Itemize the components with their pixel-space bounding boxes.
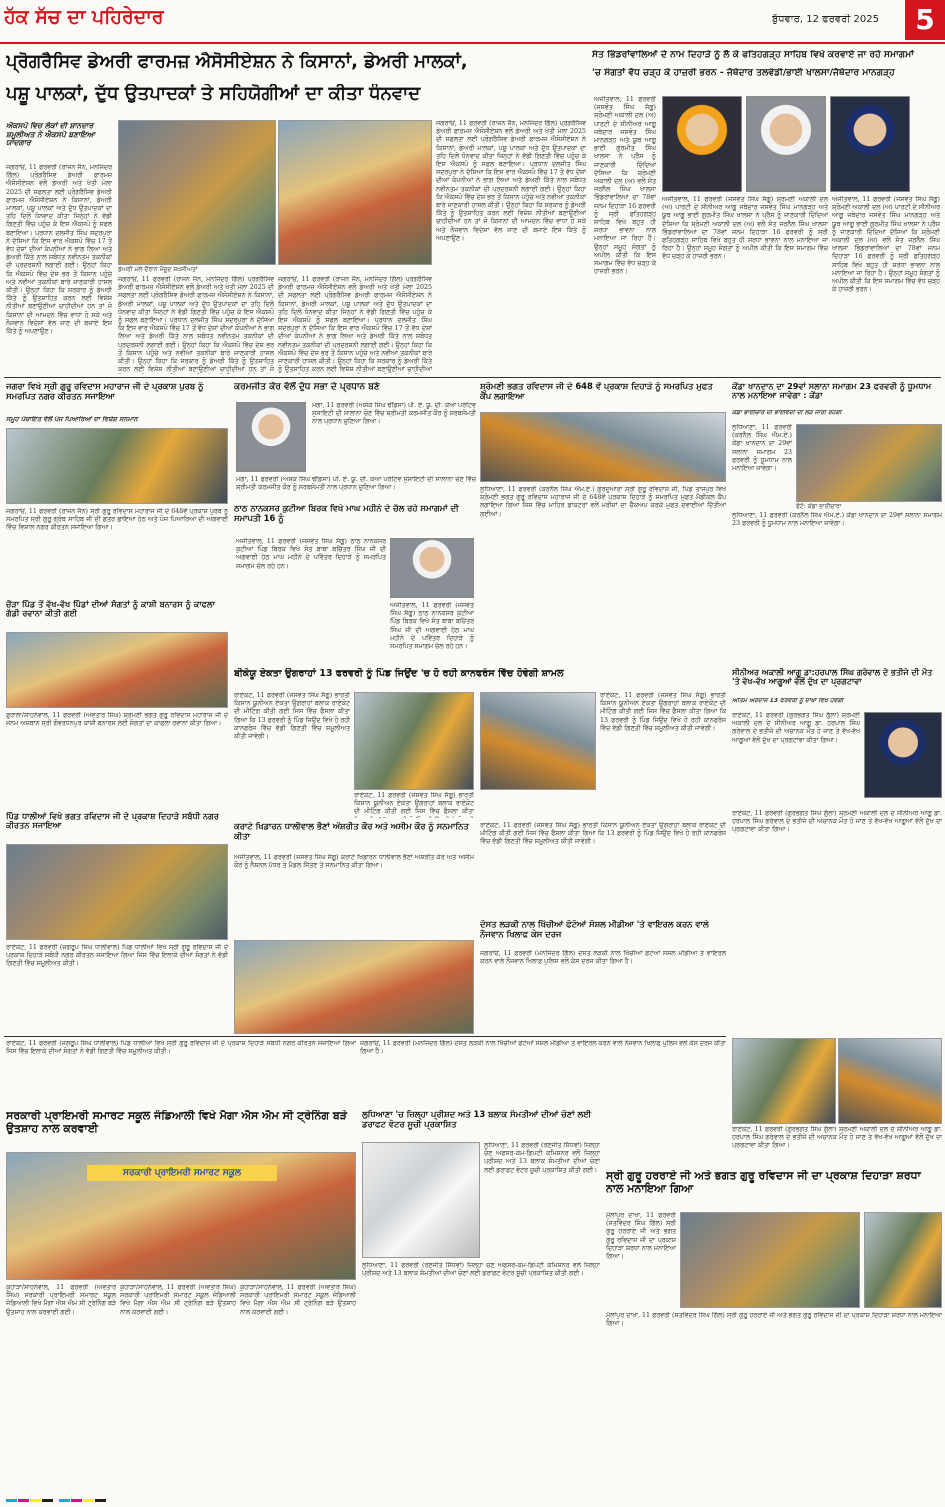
baba-portrait — [390, 538, 474, 598]
harrai-headline: ਸ੍ਰੀ ਗੁਰੂ ਹਰਰਾਏ ਜੀ ਅਤੇ ਭਗਤ ਗੁਰੂ ਰਵਿਦਾਸ ਜੀ ਦਾ ਪ੍ਰਕਾਸ਼ ਦਿਹਾੜਾ ਸ਼ਰਧਾ ਨਾਲ ਮਨਾਇਆ ਗਿਆ — [606, 1170, 921, 1195]
kendra-headline: ਕੇਂਡਾ ਖਾਨਦਾਨ ਦਾ 29ਵਾਂ ਸਲਾਨਾ ਸਮਾਗਮ 23 ਫਰਵਰੀ ਨੂੰ ਧੂਮਧਾਮ ਨਾਲ ਮਨਾਇਆ ਜਾਵੇਗਾ : ਕੇਂਡਾ — [732, 382, 932, 401]
kendra-photo-caption: ਫੋਟੋ: ਕੇਂਡਾ ਭਾਈਚਾਰਾ — [796, 503, 842, 510]
jagraon-kicker: ਸਮੂਹ ਪੰਚਾਇਤ ਵੱਲੋਂ ਪੰਜ ਪਿਆਰਿਆਂ ਦਾ ਵਿਸ਼ੇਸ਼ ਸਨਮਾਨ — [6, 416, 138, 423]
lead-body: ਜਗਰਾਓਂ, 11 ਫਰਵਰੀ (ਰਾਜਨ ਜੈਨ, ਮਨਜਿੰਦਰ ਗਿੱਲ) ਪ੍ਰੋਗਰੈਸਿਵ ਡੇਅਰੀ ਫਾਰਮਜ਼ ਐਸੋਸੀਏਸ਼ਨ ਵਲੋਂ ਡੇਅਰੀ ਅਤੇ ਖੇਤੀ ਮੇਲਾ 2025 ਦੀ ਸਫਲਤਾ ਲਈ ਪ੍ਰੋਗਰੈਸਿਵ ਡੇਅਰੀ ਫਾਰਮਜ਼ ਐਸੋਸੀਏਸ਼ਨ ਨੇ ਕਿਸਾਨਾਂ, ਡੇਅਰੀ ਮਾਲਕਾਂ, ਪਸ਼ੂ ਪਾਲਕਾਂ ਅਤੇ ਦੁੱਧ ਉਤਪਾਦਕਾਂ ਦਾ ਤਹਿ ਦਿਲੋਂ ਧੰਨਵਾਦ ਕੀਤਾ ਜਿਨ੍ਹਾਂ ਨੇ ਵੱਡੀ ਗਿਣਤੀ ਵਿੱਚ ਪਹੁੰਚ ਕੇ ਇਸ ਐਕਸਪੋ ਨੂੰ ਸਫਲ ਬਣਾਇਆ। ਪ੍ਰਧਾਨ ਦਲਜੀਤ ਸਿੰਘ ਸਦਰਪੁਰਾ ਨੇ ਦੱਸਿਆ ਕਿ ਇਸ ਵਾਰ ਐਕਸਪੋ ਵਿੱਚ 17 ਤੋਂ ਵੱਧ ਦੇਸ਼ਾਂ ਦੀਆਂ ਕੰਪਨੀਆਂ ਨੇ ਭਾਗ ਲਿਆ ਅਤੇ ਡੇਅਰੀ ਕਿੱਤੇ ਨਾਲ ਸਬੰਧਤ ਨਵੀਨਤਮ ਤਕਨੀਕਾਂ ਦੀ ਪ੍ਰਦਰਸ਼ਨੀ ਲਗਾਈ ਗਈ। ਉਨ੍ਹਾਂ ਕਿਹਾ ਕਿ ਐਕਸਪੋ ਵਿੱਚ ਦੇਸ਼ ਭਰ ਤੋਂ ਕਿਸਾਨ ਪਹੁੰਚੇ ਅਤੇ ਨਵੀਆਂ ਤਕਨੀਕਾਂ ਬਾਰੇ ਜਾਣਕਾਰੀ ਹਾਸਲ ਕੀਤੀ। ਉਨ੍ਹਾਂ ਕਿਹਾ ਕਿ ਸਰਕਾਰ ਨੂੰ ਡੇਅਰੀ ਕਿੱਤੇ ਨੂੰ ਉਤਸ਼ਾਹਿਤ ਕਰਨ ਲਈ ਵਿਸ਼ੇਸ਼ ਨੀਤੀਆਂ ਬਣਾਉਣੀਆਂ ਚਾਹੀਦੀਆਂ ਹਨ ਤਾਂ ਜੋ ਕਿਸਾਨਾਂ ਦੀ ਆਮਦਨ ਵਿੱਚ ਵਾਧਾ ਹੋ ਸਕੇ ਅਤੇ ਨੌਜਵਾਨ ਵਿਦੇਸ਼ਾਂ ਵੱਲ ਜਾਣ ਦੀ ਬਜਾਏ ਇਸ ਕਿੱਤੇ ਨੂੰ ਅਪਣਾਉਣ। — [6, 164, 112, 336]
honor-headline: ਕਰਾਟੇ ਖਿਡਾਰਨ ਧਾਲੀਵਾਲ ਭੈਣਾਂ ਅੰਸ਼ਰੀਤ ਕੌਰ ਅਤੇ ਅਸੀਮ ਕੌਰ ਨੂੰ ਸਨਮਾਨਿਤ ਕੀਤਾ — [234, 822, 469, 841]
dhaliwal-body-cont: ਰਾਏਕੋਟ, 11 ਫਰਵਰੀ (ਜਗਰੂਪ ਸਿੰਘ ਧਾਲੀਵਾਲ) ਪਿੰਡ ਧਾਲੀਆਂ ਵਿਖੇ ਸ੍ਰੀ ਗੁਰੂ ਰਵਿਦਾਸ ਜੀ ਦੇ ਪ੍ਰਕਾਸ਼ ਦਿਹਾੜੇ ਸਬੰਧੀ ਨਗਰ ਕੀਰਤਨ ਸਜਾਇਆ ਗਿਆ ਜਿਸ ਵਿੱਚ ਇਲਾਕੇ ਦੀਆਂ ਸੰਗਤਾਂ ਨੇ ਵੱਡੀ ਗਿਣਤੀ ਵਿੱਚ ਸ਼ਮੂਲੀਅਤ ਕੀਤੀ। — [6, 1040, 356, 1056]
voters-headline: ਲੁਧਿਆਣਾ 'ਚ ਜ਼ਿਲ੍ਹਾ ਪ੍ਰੀਸ਼ਦ ਅਤੇ 13 ਬਲਾਕ ਸੰਮਤੀਆਂ ਦੀਆਂ ਚੋਣਾਂ ਲਈ ਡਰਾਫਟ ਵੋਟਰ ਸੂਚੀ ਪ੍ਰਕਾਸ਼ਿਤ — [362, 1110, 591, 1129]
jagraon-headline: ਜਗਰਾ ਵਿਖੇ ਸ੍ਰੀ ਗੁਰੂ ਰਵਿਦਾਸ ਮਹਾਰਾਜ ਜੀ ਦੇ ਪ੍ਰਕਾਸ਼ ਪੁਰਬ ਨੂੰ ਸਮਰਪਿਤ ਨਗਰ ਕੀਰਤਨ ਸਜਾਇਆ — [6, 382, 204, 401]
school-body-right: ਕੁਹਾੜਾ/ਸਾਹਨੇਵਾਲ, 11 ਫਰਵਰੀ (ਅਵਤਾਰ ਸਿੰਘ) ਸਰਕਾਰੀ ਪ੍ਰਾਇਮਰੀ ਸਮਾਰਟ ਸਕੂਲ ਜੰਡਿਆਲੀ ਵਿਖੇ ਮੈਗਾ ਐਸ ਐਮ ਸੀ ਟ੍ਰੇਨਿੰਗ ਬੜੇ ਉਤਸ਼ਾਹ ਨਾਲ ਕਰਵਾਈ ਗਈ। — [240, 1284, 356, 1316]
school-banner: ਸਰਕਾਰੀ ਪ੍ਰਾਇਮਰੀ ਸਮਾਰਟ ਸਕੂਲ — [87, 1165, 277, 1181]
dhaliwal-body: ਰਾਏਕੋਟ, 11 ਫਰਵਰੀ (ਜਗਰੂਪ ਸਿੰਘ ਧਾਲੀਵਾਲ) ਪਿੰਡ ਧਾਲੀਆਂ ਵਿਖੇ ਸ੍ਰੀ ਗੁਰੂ ਰਵਿਦਾਸ ਜੀ ਦੇ ਪ੍ਰਕਾਸ਼ ਦਿਹਾੜੇ ਸਬੰਧੀ ਨਗਰ ਕੀਰਤਨ ਸਜਾਇਆ ਗਿਆ ਜਿਸ ਵਿੱਚ ਇਲਾਕੇ ਦੀਆਂ ਸੰਗਤਾਂ ਨੇ ਵੱਡੀ ਗਿਣਤੀ ਵਿੱਚ ਸ਼ਮੂਲੀਅਤ ਕੀਤੀ। — [6, 944, 228, 968]
masthead-title: ਹੱਕ ਸੱਚ ਦਾ ਪਹਿਰੇਦਾਰ — [4, 6, 164, 28]
lead-kicker: ਐਕਸਪੋ ਵਿਚ ਲੋਕਾਂ ਦੀ ਸ਼ਾਨਦਾਰ ਸ਼ਮੂਲੀਅਤ ਨੇ ਐਕਸਪੋ ਬਣਾਇਆ ਯਾਦਗਾਰ — [6, 122, 95, 148]
jagraon-body: ਜਗਰਾਓਂ, 11 ਫਰਵਰੀ (ਰਾਜਨ ਜੈਨ) ਸ੍ਰੀ ਗੁਰੂ ਰਵਿਦਾਸ ਮਹਾਰਾਜ ਜੀ ਦੇ 648ਵੇਂ ਪ੍ਰਕਾਸ਼ ਪੁਰਬ ਨੂੰ ਸਮਰਪਿਤ ਸ੍ਰੀ ਗੁਰੂ ਗ੍ਰੰਥ ਸਾਹਿਬ ਜੀ ਦੀ ਛਤਰ ਛਾਇਆ ਹੇਠ ਅਤੇ ਪੰਜ ਪਿਆਰਿਆਂ ਦੀ ਅਗਵਾਈ ਵਿੱਚ ਵਿਸ਼ਾਲ ਨਗਰ ਕੀਰਤਨ ਸਜਾਇਆ ਗਿਆ। — [6, 508, 228, 532]
print-color-bar — [6, 1492, 939, 1502]
akali-headline: ਸੀਨੀਅਰ ਅਕਾਲੀ ਆਗੂ ਡਾ:ਹਰਪਾਲ ਸਿੰਘ ਗਰੇਵਾਲ ਦੇ ਭਤੀਜੇ ਦੀ ਮੌਤ 'ਤੇ ਵੱਖ-ਵੱਖ ਆਗੂਆਂ ਵੱਲੋਂ ਦੁੱਖ ਦਾ ਪ੍ਰਗਟਾਵਾ — [732, 668, 933, 687]
photo-case-body: ਜਗਰਾਓਂ, 11 ਫਰਵਰੀ (ਮਨਜਿੰਦਰ ਗਿੱਲ) ਦੋਸਤ ਲੜਕੀ ਨਾਲ ਖਿੱਚੀਆਂ ਫੋਟੋਆਂ ਸੋਸ਼ਲ ਮੀਡੀਆ ਤੇ ਵਾਇਰਲ ਕਰਨ ਵਾਲੇ ਨੌਜਵਾਨ ਖਿਲਾਫ ਪੁਲਿਸ ਵਲੋਂ ਕੇਸ ਦਰਜ ਕੀਤਾ ਗਿਆ ਹੈ। — [480, 950, 726, 966]
honor-photo — [234, 940, 474, 1034]
right-top-headline-2: 'ਚ ਸੰਗਤਾਂ ਵੱਧ ਚੜ੍ਹ ਕੇ ਹਾਜ਼ਰੀ ਭਰਨ - ਜੱਥੇਦਾਰ ਤਲਵੰਡੀ/ਭਾਈ ਖਾਲਸਾ/ਜੱਥੇਦਾਰ ਮਾਨਗੜ੍ਹ — [592, 68, 895, 78]
karamjit-kaur-photo — [236, 402, 306, 472]
bku-body: ਰਾਏਕੋਟ, 11 ਫਰਵਰੀ (ਜਸਵੰਤ ਸਿੰਘ ਸੱਗੂ) ਭਾਰਤੀ ਕਿਸਾਨ ਯੂਨੀਅਨ ਏਕਤਾ ਉਗਰਾਹਾਂ ਬਲਾਕ ਰਾਏਕੋਟ ਦੀ ਮੀਟਿੰਗ ਕੀਤੀ ਗਈ ਜਿਸ ਵਿੱਚ ਫੈਸਲਾ ਕੀਤਾ ਗਿਆ ਕਿ 13 ਫਰਵਰੀ ਨੂੰ ਪਿੰਡ ਜਿਉਂਦ ਵਿਖੇ ਹੋ ਰਹੀ ਕਾਨਫਰੰਸ ਵਿੱਚ ਵੱਡੀ ਗਿਣਤੀ ਵਿੱਚ ਸ਼ਮੂਲੀਅਤ ਕੀਤੀ ਜਾਵੇਗੀ। — [234, 692, 350, 741]
lead-body-col-3: ਜਗਰਾਓਂ, 11 ਫਰਵਰੀ (ਰਾਜਨ ਜੈਨ, ਮਨਜਿੰਦਰ ਗਿੱਲ) ਪ੍ਰੋਗਰੈਸਿਵ ਡੇਅਰੀ ਫਾਰਮਜ਼ ਐਸੋਸੀਏਸ਼ਨ ਵਲੋਂ ਡੇਅਰੀ ਅਤੇ ਖੇਤੀ ਮੇਲਾ 2025 ਦੀ ਸਫਲਤਾ ਲਈ ਪ੍ਰੋਗਰੈਸਿਵ ਡੇਅਰੀ ਫਾਰਮਜ਼ ਐਸੋਸੀਏਸ਼ਨ ਨੇ ਕਿਸਾਨਾਂ, ਡੇਅਰੀ ਮਾਲਕਾਂ, ਪਸ਼ੂ ਪਾਲਕਾਂ ਅਤੇ ਦੁੱਧ ਉਤਪਾਦਕਾਂ ਦਾ ਤਹਿ ਦਿਲੋਂ ਧੰਨਵਾਦ ਕੀਤਾ ਜਿਨ੍ਹਾਂ ਨੇ ਵੱਡੀ ਗਿਣਤੀ ਵਿੱਚ ਪਹੁੰਚ ਕੇ ਇਸ ਐਕਸਪੋ ਨੂੰ ਸਫਲ ਬਣਾਇਆ। ਪ੍ਰਧਾਨ ਦਲਜੀਤ ਸਿੰਘ ਸਦਰਪੁਰਾ ਨੇ ਦੱਸਿਆ ਕਿ ਇਸ ਵਾਰ ਐਕਸਪੋ ਵਿੱਚ 17 ਤੋਂ ਵੱਧ ਦੇਸ਼ਾਂ ਦੀਆਂ ਕੰਪਨੀਆਂ ਨੇ ਭਾਗ ਲਿਆ ਅਤੇ ਡੇਅਰੀ ਕਿੱਤੇ ਨਾਲ ਸਬੰਧਤ ਨਵੀਨਤਮ ਤਕਨੀਕਾਂ ਦੀ ਪ੍ਰਦਰਸ਼ਨੀ ਲਗਾਈ ਗਈ। ਉਨ੍ਹਾਂ ਕਿਹਾ ਕਿ ਐਕਸਪੋ ਵਿੱਚ ਦੇਸ਼ ਭਰ ਤੋਂ ਕਿਸਾਨ ਪਹੁੰਚੇ ਅਤੇ ਨਵੀਆਂ ਤਕਨੀਕਾਂ ਬਾਰੇ ਜਾਣਕਾਰੀ ਹਾਸਲ ਕੀਤੀ। ਉਨ੍ਹਾਂ ਕਿਹਾ ਕਿ ਸਰਕਾਰ ਨੂੰ ਡੇਅਰੀ ਕਿੱਤੇ ਨੂੰ ਉਤਸ਼ਾਹਿਤ ਕਰਨ ਲਈ ਵਿਸ਼ੇਸ਼ ਨੀਤੀਆਂ ਬਣਾਉਣੀਆਂ ਚਾਹੀਦੀਆਂ ਹਨ ਤਾਂ ਜੋ ਕਿਸਾਨਾਂ ਦੀ ਆਮਦਨ ਵਿੱਚ ਵਾਧਾ ਹੋ ਸਕੇ ਅਤੇ ਨੌਜਵਾਨ ਵਿਦੇਸ਼ਾਂ ਵੱਲ ਜਾਣ ਦੀ ਬਜਾਏ ਇਸ ਕਿੱਤੇ ਨੂੰ ਅਪਣਾਉਣ। — [436, 120, 586, 242]
dairy-expo-stage-photo — [278, 120, 432, 265]
lead-headline-1: ਪ੍ਰੋਗਰੈਸਿਵ ਡੇਅਰੀ ਫਾਰਮਜ਼ ਐਸੋਸੀਏਸ਼ਨ ਨੇ ਕਿਸਾਨਾਂ, ਡੇਅਰੀ ਮਾਲਕਾਂ, — [6, 52, 468, 72]
voters-body-cont: ਲੁਧਿਆਣਾ, 11 ਫਰਵਰੀ (ਰਣਜੀਤ ਸਿੱਧਵਾਂ) ਜ਼ਿਲ੍ਹਾ ਚੋਣ ਅਫਸਰ-ਕਮ-ਡਿਪਟੀ ਕਮਿਸ਼ਨਰ ਵਲੋਂ ਜ਼ਿਲ੍ਹਾ ਪ੍ਰੀਸ਼ਦ ਅਤੇ 13 ਬਲਾਕ ਸੰਮਤੀਆਂ ਦੀਆਂ ਚੋਣਾਂ ਲਈ ਡਰਾਫਟ ਵੋਟਰ ਸੂਚੀ ਪ੍ਰਕਾਸ਼ਿਤ ਕੀਤੀ ਗਈ। — [362, 1262, 600, 1278]
divider-row-1 — [4, 377, 941, 378]
kendra-body: ਲੁਧਿਆਣਾ, 11 ਫਰਵਰੀ (ਕਰਨੈਲ ਸਿੰਘ ਐਮ.ਏ.) ਕੇਂਡਾ ਖਾਨਦਾਨ ਦਾ 29ਵਾਂ ਸਲਾਨਾ ਸਮਾਗਮ 23 ਫਰਵਰੀ ਨੂੰ ਧੂਮਧਾਮ ਨਾਲ ਮਨਾਇਆ ਜਾਵੇਗਾ। — [732, 424, 792, 473]
akali-body: ਰਾਏਕੋਟ, 11 ਫਰਵਰੀ (ਗੁਰਭਗਤ ਸਿੰਘ ਗੁੱਲਾ) ਸ਼੍ਰੋਮਣੀ ਅਕਾਲੀ ਦਲ ਦੇ ਸੀਨੀਅਰ ਆਗੂ ਡਾ. ਹਰਪਾਲ ਸਿੰਘ ਗਰੇਵਾਲ ਦੇ ਭਤੀਜੇ ਦੀ ਅਚਾਨਕ ਮੌਤ ਹੋ ਜਾਣ ਤੇ ਵੱਖ-ਵੱਖ ਆਗੂਆਂ ਵੱਲੋਂ ਦੁੱਖ ਦਾ ਪ੍ਰਗਟਾਵਾ ਕੀਤਾ ਗਿਆ। — [732, 712, 860, 744]
bku-body-mid: ਰਾਏਕੋਟ, 11 ਫਰਵਰੀ (ਜਸਵੰਤ ਸਿੰਘ ਸੱਗੂ) ਭਾਰਤੀ ਕਿਸਾਨ ਯੂਨੀਅਨ ਏਕਤਾ ਉਗਰਾਹਾਂ ਬਲਾਕ ਰਾਏਕੋਟ ਦੀ ਮੀਟਿੰਗ ਕੀਤੀ ਗਈ ਜਿਸ ਵਿੱਚ ਫੈਸਲਾ ਕੀਤਾ — [354, 792, 474, 816]
akali-meeting-photo-1 — [732, 1038, 836, 1124]
kutiya-body: ਅਜੀਤਵਾਲ, 11 ਫਰਵਰੀ (ਜਸਵੰਤ ਸਿੰਘ ਸੱਗੂ) ਠਾਠ ਨਾਨਕਸਰ ਕੁਟੀਆ ਪਿੰਡ ਬਿਰਕ ਵਿਖੇ ਸੰਤ ਬਾਬਾ ਬਚਿੱਤਰ ਸਿੰਘ ਜੀ ਦੀ ਅਗਵਾਈ ਹੇਠ ਮਾਘ ਮਹੀਨੇ ਦੇ ਪਵਿੱਤਰ ਦਿਹਾੜੇ ਨੂੰ ਸਮਰਪਿਤ ਸਮਾਗਮ ਚੱਲ ਰਹੇ ਹਨ। — [236, 538, 386, 570]
harrai-body: ਮੁੱਲਾਂਪੁਰ ਦਾਖਾ, 11 ਫਰਵਰੀ (ਸਤਵਿੰਦਰ ਸਿੰਘ ਗਿੱਲ) ਸ੍ਰੀ ਗੁਰੂ ਹਰਰਾਏ ਜੀ ਅਤੇ ਭਗਤ ਗੁਰੂ ਰਵਿਦਾਸ ਜੀ ਦਾ ਪ੍ਰਕਾਸ਼ ਦਿਹਾੜਾ ਸ਼ਰਧਾ ਨਾਲ ਮਨਾਇਆ ਗਿਆ। — [606, 1212, 676, 1261]
harrai-group-photo-1 — [680, 1212, 860, 1308]
dairy-story-body-cont: ਮੋਗਾ, 11 ਫਰਵਰੀ (ਅਸ਼ੋਕ ਸਿੰਘ ਢੀਂਡਸਾ) ਪੀ. ਏ. ਯੂ. ਦੀ. ਕੋਆ ਪਰੇਟਿਵ ਸੁਸਾਇਟੀ ਦੀ ਸਾਲਾਨਾ ਚੋਣ ਵਿੱਚ ਸ਼੍ਰੀਮਤੀ ਕਰਮਜੀਤ ਕੌਰ ਨੂੰ ਸਰਬਸੰਮਤੀ ਨਾਲ ਪ੍ਰਧਾਨ ਚੁਣਿਆ ਗਿਆ। — [236, 476, 476, 492]
bku-body-cont: ਰਾਏਕੋਟ, 11 ਫਰਵਰੀ (ਜਸਵੰਤ ਸਿੰਘ ਸੱਗੂ) ਭਾਰਤੀ ਕਿਸਾਨ ਯੂਨੀਅਨ ਏਕਤਾ ਉਗਰਾਹਾਂ ਬਲਾਕ ਰਾਏਕੋਟ ਦੀ ਮੀਟਿੰਗ ਕੀਤੀ ਗਈ ਜਿਸ ਵਿੱਚ ਫੈਸਲਾ ਕੀਤਾ ਗਿਆ ਕਿ 13 ਫਰਵਰੀ ਨੂੰ ਪਿੰਡ ਜਿਉਂਦ ਵਿਖੇ ਹੋ ਰਹੀ ਕਾਨਫਰੰਸ ਵਿੱਚ ਵੱਡੀ ਗਿਣਤੀ ਵਿੱਚ ਸ਼ਮੂਲੀਅਤ ਕੀਤੀ ਜਾਵੇਗੀ। — [480, 822, 726, 846]
school-headline: ਸਰਕਾਰੀ ਪ੍ਰਾਇਮਰੀ ਸਮਾਰਟ ਸਕੂਲ ਜੰਡਿਆਲੀ ਵਿਖੇ ਮੈਗਾ ਐਸ ਐਮ ਸੀ ਟ੍ਰੇਨਿੰਗ ਬੜੇ ਉਤਸ਼ਾਹ ਨਾਲ ਕਰਵਾਈ — [6, 1110, 347, 1135]
right-top-body-mid: ਅਜੀਤਵਾਲ, 11 ਫਰਵਰੀ (ਜਸਵੰਤ ਸਿੰਘ ਸੱਗੂ) ਸ਼੍ਰੋਮਣੀ ਅਕਾਲੀ ਦਲ (ਅ) ਪਾਰਟੀ ਦੇ ਸੀਨੀਅਰ ਆਗੂ ਜਥੇਦਾਰ ਜਸਵੰਤ ਸਿੰਘ ਮਾਨਗੜ੍ਹ ਅਤੇ ਯੂਥ ਆਗੂ ਭਾਈ ਗੁਰਮੀਤ ਸਿੰਘ ਖਾਲਸਾ ਨੇ ਪ੍ਰੈਸ ਨੂੰ ਜਾਣਕਾਰੀ ਦਿੰਦਿਆਂ ਦੱਸਿਆ ਕਿ ਸ਼੍ਰੋਮਣੀ ਅਕਾਲੀ ਦਲ (ਅ) ਵਲੋਂ ਸੰਤ ਜਰਨੈਲ ਸਿੰਘ ਖਾਲਸਾ ਭਿੰਡਰਾਂਵਾਲਿਆਂ ਦਾ 78ਵਾਂ ਜਨਮ ਦਿਹਾੜਾ 16 ਫਰਵਰੀ ਨੂੰ ਸ੍ਰੀ ਫਤਿਹਗੜ੍ਹ ਸਾਹਿਬ ਵਿਖੇ ਬਹੁਤ ਹੀ ਸ਼ਰਧਾ ਭਾਵਨਾ ਨਾਲ ਮਨਾਇਆ ਜਾ ਰਿਹਾ ਹੈ। ਉਨ੍ਹਾਂ ਸਮੂਹ ਸੰਗਤਾਂ ਨੂੰ ਅਪੀਲ ਕੀਤੀ ਕਿ ਇਸ ਸਮਾਗਮ ਵਿੱਚ ਵੱਧ ਚੜ੍ਹ ਕੇ ਹਾਜ਼ਰੀ ਭਰਨ। — [662, 196, 828, 261]
dairy-group-photo — [118, 120, 276, 265]
kendra-kicker: ਕੇਂਡਾ ਭਾਈਚਾਰੇ ਦੀ ਭਾਈਵੰਦੀ ਦੀ ਲੋੜ ਜਾਰੀ ਰਹੇਗੀ — [732, 410, 842, 416]
issue-date: ਬੁੱਧਵਾਰ, 12 ਫਰਵਰੀ 2025 — [772, 14, 879, 25]
photo-case-body-cont: ਜਗਰਾਓਂ, 11 ਫਰਵਰੀ (ਮਨਜਿੰਦਰ ਗਿੱਲ) ਦੋਸਤ ਲੜਕੀ ਨਾਲ ਖਿੱਚੀਆਂ ਫੋਟੋਆਂ ਸੋਸ਼ਲ ਮੀਡੀਆ ਤੇ ਵਾਇਰਲ ਕਰਨ ਵਾਲੇ ਨੌਜਵਾਨ ਖਿਲਾਫ ਪੁਲਿਸ ਵਲੋਂ ਕੇਸ ਦਰਜ ਕੀਤਾ ਗਿਆ ਹੈ। — [360, 1040, 726, 1056]
kendra-family-photo — [796, 424, 942, 502]
voters-body: ਲੁਧਿਆਣਾ, 11 ਫਰਵਰੀ (ਰਣਜੀਤ ਸਿੱਧਵਾਂ) ਜ਼ਿਲ੍ਹਾ ਚੋਣ ਅਫਸਰ-ਕਮ-ਡਿਪਟੀ ਕਮਿਸ਼ਨਰ ਵਲੋਂ ਜ਼ਿਲ੍ਹਾ ਪ੍ਰੀਸ਼ਦ ਅਤੇ 13 ਬਲਾਕ ਸੰਮਤੀਆਂ ਦੀਆਂ ਚੋਣਾਂ ਲਈ ਡਰਾਫਟ ਵੋਟਰ ਸੂਚੀ ਪ੍ਰਕਾਸ਼ਿਤ ਕੀਤੀ ਗਈ। — [484, 1142, 600, 1174]
harrai-body-cont: ਮੁੱਲਾਂਪੁਰ ਦਾਖਾ, 11 ਫਰਵਰੀ (ਸਤਵਿੰਦਰ ਸਿੰਘ ਗਿੱਲ) ਸ੍ਰੀ ਗੁਰੂ ਹਰਰਾਏ ਜੀ ਅਤੇ ਭਗਤ ਗੁਰੂ ਰਵਿਦਾਸ ਜੀ ਦਾ ਪ੍ਰਕਾਸ਼ ਦਿਹਾੜਾ ਸ਼ਰਧਾ ਨਾਲ ਮਨਾਇਆ ਗਿਆ। — [606, 1312, 942, 1328]
kashi-bus-photo — [6, 632, 228, 708]
akali-body-cont: ਰਾਏਕੋਟ, 11 ਫਰਵਰੀ (ਗੁਰਭਗਤ ਸਿੰਘ ਗੁੱਲਾ) ਸ਼੍ਰੋਮਣੀ ਅਕਾਲੀ ਦਲ ਦੇ ਸੀਨੀਅਰ ਆਗੂ ਡਾ. ਹਰਪਾਲ ਸਿੰਘ ਗਰੇਵਾਲ ਦੇ ਭਤੀਜੇ ਦੀ ਅਚਾਨਕ ਮੌਤ ਹੋ ਜਾਣ ਤੇ ਵੱਖ-ਵੱਖ ਆਗੂਆਂ ਵੱਲੋਂ ਦੁੱਖ ਦਾ ਪ੍ਰਗਟਾਵਾ ਕੀਤਾ ਗਿਆ। — [732, 810, 942, 834]
school-body: ਕੁਹਾੜਾ/ਸਾਹਨੇਵਾਲ, 11 ਫਰਵਰੀ (ਅਵਤਾਰ ਸਿੰਘ) ਸਰਕਾਰੀ ਪ੍ਰਾਇਮਰੀ ਸਮਾਰਟ ਸਕੂਲ ਜੰਡਿਆਲੀ ਵਿਖੇ ਮੈਗਾ ਐਸ ਐਮ ਸੀ ਟ੍ਰੇਨਿੰਗ ਬੜੇ ਉਤਸ਼ਾਹ ਨਾਲ ਕਰਵਾਈ ਗਈ। — [6, 1284, 116, 1316]
kendra-body-cont: ਲੁਧਿਆਣਾ, 11 ਫਰਵਰੀ (ਕਰਨੈਲ ਸਿੰਘ ਐਮ.ਏ.) ਕੇਂਡਾ ਖਾਨਦਾਨ ਦਾ 29ਵਾਂ ਸਲਾਨਾ ਸਮਾਗਮ 23 ਫਰਵਰੀ ਨੂੰ ਧੂਮਧਾਮ ਨਾਲ ਮਨਾਇਆ ਜਾਵੇਗਾ। — [732, 512, 942, 528]
school-group-photo — [6, 1152, 356, 1280]
portrait-mangarh — [830, 96, 910, 192]
kutiya-body-cont: ਅਜੀਤਵਾਲ, 11 ਫਰਵਰੀ (ਜਸਵੰਤ ਸਿੰਘ ਸੱਗੂ) ਠਾਠ ਨਾਨਕਸਰ ਕੁਟੀਆ ਪਿੰਡ ਬਿਰਕ ਵਿਖੇ ਸੰਤ ਬਾਬਾ ਬਚਿੱਤਰ ਸਿੰਘ ਜੀ ਦੀ ਅਗਵਾਈ ਹੇਠ ਮਾਘ ਮਹੀਨੇ ਦੇ ਪਵਿੱਤਰ ਦਿਹਾੜੇ ਨੂੰ ਸਮਰਪਿਤ ਸਮਾਗਮ ਚੱਲ ਰਹੇ ਹਨ। — [390, 602, 474, 651]
right-top-body-left: ਅਜੀਤਵਾਲ, 11 ਫਰਵਰੀ (ਜਸਵੰਤ ਸਿੰਘ ਸੱਗੂ) ਸ਼੍ਰੋਮਣੀ ਅਕਾਲੀ ਦਲ (ਅ) ਪਾਰਟੀ ਦੇ ਸੀਨੀਅਰ ਆਗੂ ਜਥੇਦਾਰ ਜਸਵੰਤ ਸਿੰਘ ਮਾਨਗੜ੍ਹ ਅਤੇ ਯੂਥ ਆਗੂ ਭਾਈ ਗੁਰਮੀਤ ਸਿੰਘ ਖਾਲਸਾ ਨੇ ਪ੍ਰੈਸ ਨੂੰ ਜਾਣਕਾਰੀ ਦਿੰਦਿਆਂ ਦੱਸਿਆ ਕਿ ਸ਼੍ਰੋਮਣੀ ਅਕਾਲੀ ਦਲ (ਅ) ਵਲੋਂ ਸੰਤ ਜਰਨੈਲ ਸਿੰਘ ਖਾਲਸਾ ਭਿੰਡਰਾਂਵਾਲਿਆਂ ਦਾ 78ਵਾਂ ਜਨਮ ਦਿਹਾੜਾ 16 ਫਰਵਰੀ ਨੂੰ ਸ੍ਰੀ ਫਤਿਹਗੜ੍ਹ ਸਾਹਿਬ ਵਿਖੇ ਬਹੁਤ ਹੀ ਸ਼ਰਧਾ ਭਾਵਨਾ ਨਾਲ ਮਨਾਇਆ ਜਾ ਰਿਹਾ ਹੈ। ਉਨ੍ਹਾਂ ਸਮੂਹ ਸੰਗਤਾਂ ਨੂੰ ਅਪੀਲ ਕੀਤੀ ਕਿ ਇਸ ਸਮਾਗਮ ਵਿੱਚ ਵੱਧ ਚੜ੍ਹ ਕੇ ਹਾਜ਼ਰੀ ਭਰਨ। — [594, 96, 656, 276]
page-number: 5 — [905, 0, 945, 40]
kashi-headline: ਚੌੜਾ ਪਿੰਡ ਤੋਂ ਵੱਖ-ਵੱਖ ਪਿੰਡਾਂ ਦੀਆਂ ਸੰਗਤਾਂ ਨੂੰ ਕਾਸ਼ੀ ਬਨਾਰਸ ਨੂੰ ਕਾਫਲਾ ਗੱਡੀ ਰਵਾਨਾ ਕੀਤੀ ਗਈ — [6, 600, 215, 619]
right-top-headline-1: ਸੰਤ ਭਿੰਡਰਾਂਵਾਲਿਆਂ ਦੇ ਨਾਮ ਦਿਹਾੜੇ ਨੂੰ ਲੈ ਕੇ ਫਤਿਹਗੜ੍ਹ ਸਾਹਿਬ ਵਿਖੇ ਕਰਵਾਏ ਜਾ ਰਹੇ ਸਮਾਗਮਾਂ — [592, 50, 914, 60]
bku-headline: ਬੀਕੇਯੂ ਏਕਤਾ ਉਗਰਾਹਾਂ 13 ਫਰਵਰੀ ਨੂੰ ਪਿੰਡ ਜਿਉਂਦ 'ਚ ਹੋ ਰਹੀ ਕਾਨਫਰੰਸ ਵਿੱਚ ਹੋਵੇਗੀ ਸ਼ਾਮਲ — [234, 668, 564, 679]
dairy-story-body: ਮੋਗਾ, 11 ਫਰਵਰੀ (ਅਸ਼ੋਕ ਸਿੰਘ ਢੀਂਡਸਾ) ਪੀ. ਏ. ਯੂ. ਦੀ. ਕੋਆ ਪਰੇਟਿਵ ਸੁਸਾਇਟੀ ਦੀ ਸਾਲਾਨਾ ਚੋਣ ਵਿੱਚ ਸ਼੍ਰੀਮਤੀ ਕਰਮਜੀਤ ਕੌਰ ਨੂੰ ਸਰਬਸੰਮਤੀ ਨਾਲ ਪ੍ਰਧਾਨ ਚੁਣਿਆ ਗਿਆ। — [312, 402, 476, 426]
masthead — [0, 0, 945, 44]
portrait-talwandi — [662, 96, 742, 192]
kutiya-headline: ਠਾਠ ਨਾਨਕਸਰ ਕੁਟੀਆ ਬਿਰਕ ਵਿਖੇ ਮਾਘ ਮਹੀਨੇ ਦੇ ਚੱਲ ਰਹੇ ਸਮਾਗਮਾਂ ਦੀ ਸਮਾਪਤੀ 16 ਨੂੰ — [234, 504, 459, 523]
lead-photo-caption: ਡੇਅਰੀ ਮੇਲੇ ਦੌਰਾਨ ਮੌਜੂਦ ਸ਼ਖ਼ਸੀਅਤਾਂ — [118, 266, 198, 273]
dhaliwal-procession-photo — [6, 844, 228, 940]
school-body-mid: ਕੁਹਾੜਾ/ਸਾਹਨੇਵਾਲ, 11 ਫਰਵਰੀ (ਅਵਤਾਰ ਸਿੰਘ) ਸਰਕਾਰੀ ਪ੍ਰਾਇਮਰੀ ਸਮਾਰਟ ਸਕੂਲ ਜੰਡਿਆਲੀ ਵਿਖੇ ਮੈਗਾ ਐਸ ਐਮ ਸੀ ਟ੍ਰੇਨਿੰਗ ਬੜੇ ਉਤਸ਼ਾਹ ਨਾਲ ਕਰਵਾਈ ਗਈ। — [120, 1284, 236, 1316]
lead-headline-2: ਪਸ਼ੂ ਪਾਲਕਾਂ, ਦੁੱਧ ਉਤਪਾਦਕਾਂ ਤੇ ਸਹਿਯੋਗੀਆਂ ਦਾ ਕੀਤਾ ਧੰਨਵਾਦ — [6, 84, 421, 104]
photo-case-headline: ਦੋਸਤ ਲੜਕੀ ਨਾਲ ਖਿੱਚੀਆਂ ਫੋਟੋਆਂ ਸੋਸ਼ਲ ਮੀਡੀਆ 'ਤੇ ਵਾਇਰਲ ਕਰਨ ਵਾਲੇ ਨੌਜਵਾਨ ਖਿਲਾਫ ਕੇਸ ਦਰਜ — [480, 920, 709, 939]
dhaliwal-headline: ਪਿੰਡ ਧਾਲੀਆਂ ਵਿਖੇ ਭਗਤ ਰਵਿਦਾਸ ਜੀ ਦੇ ਪ੍ਰਕਾਸ਼ ਦਿਹਾੜੇ ਸਬੰਧੀ ਨਗਰ ਕੀਰਤਨ ਸਜਾਇਆ — [6, 812, 219, 831]
portrait-khalsa — [746, 96, 826, 192]
right-top-body-col-4: ਅਜੀਤਵਾਲ, 11 ਫਰਵਰੀ (ਜਸਵੰਤ ਸਿੰਘ ਸੱਗੂ) ਸ਼੍ਰੋਮਣੀ ਅਕਾਲੀ ਦਲ (ਅ) ਪਾਰਟੀ ਦੇ ਸੀਨੀਅਰ ਆਗੂ ਜਥੇਦਾਰ ਜਸਵੰਤ ਸਿੰਘ ਮਾਨਗੜ੍ਹ ਅਤੇ ਯੂਥ ਆਗੂ ਭਾਈ ਗੁਰਮੀਤ ਸਿੰਘ ਖਾਲਸਾ ਨੇ ਪ੍ਰੈਸ ਨੂੰ ਜਾਣਕਾਰੀ ਦਿੰਦਿਆਂ ਦੱਸਿਆ ਕਿ ਸ਼੍ਰੋਮਣੀ ਅਕਾਲੀ ਦਲ (ਅ) ਵਲੋਂ ਸੰਤ ਜਰਨੈਲ ਸਿੰਘ ਖਾਲਸਾ ਭਿੰਡਰਾਂਵਾਲਿਆਂ ਦਾ 78ਵਾਂ ਜਨਮ ਦਿਹਾੜਾ 16 ਫਰਵਰੀ ਨੂੰ ਸ੍ਰੀ ਫਤਿਹਗੜ੍ਹ ਸਾਹਿਬ ਵਿਖੇ ਬਹੁਤ ਹੀ ਸ਼ਰਧਾ ਭਾਵਨਾ ਨਾਲ ਮਨਾਇਆ ਜਾ ਰਿਹਾ ਹੈ। ਉਨ੍ਹਾਂ ਸਮੂਹ ਸੰਗਤਾਂ ਨੂੰ ਅਪੀਲ ਕੀਤੀ ਕਿ ਇਸ ਸਮਾਗਮ ਵਿੱਚ ਵੱਧ ਚੜ੍ਹ ਕੇ ਹਾਜ਼ਰੀ ਭਰਨ। — [832, 196, 940, 294]
akali-meeting-photo-2 — [838, 1038, 942, 1124]
col2-headline: ਸ਼੍ਰੋਮਣੀ ਭਗਤ ਰਵਿਦਾਸ ਜੀ ਦੇ 648 ਵੇਂ ਪ੍ਰਕਾਸ਼ ਦਿਹਾੜੇ ਨੂੰ ਸਮਰਪਿਤ ਮੁਫਤ ਕੈਂਪ ਲਗਾਇਆ — [480, 382, 713, 401]
lead-body-cont-2: ਜਗਰਾਓਂ, 11 ਫਰਵਰੀ (ਰਾਜਨ ਜੈਨ, ਮਨਜਿੰਦਰ ਗਿੱਲ) ਪ੍ਰੋਗਰੈਸਿਵ ਡੇਅਰੀ ਫਾਰਮਜ਼ ਐਸੋਸੀਏਸ਼ਨ ਵਲੋਂ ਡੇਅਰੀ ਅਤੇ ਖੇਤੀ ਮੇਲਾ 2025 ਦੀ ਸਫਲਤਾ ਲਈ ਪ੍ਰੋਗਰੈਸਿਵ ਡੇਅਰੀ ਫਾਰਮਜ਼ ਐਸੋਸੀਏਸ਼ਨ ਨੇ ਕਿਸਾਨਾਂ, ਡੇਅਰੀ ਮਾਲਕਾਂ, ਪਸ਼ੂ ਪਾਲਕਾਂ ਅਤੇ ਦੁੱਧ ਉਤਪਾਦਕਾਂ ਦਾ ਤਹਿ ਦਿਲੋਂ ਧੰਨਵਾਦ ਕੀਤਾ ਜਿਨ੍ਹਾਂ ਨੇ ਵੱਡੀ ਗਿਣਤੀ ਵਿੱਚ ਪਹੁੰਚ ਕੇ ਇਸ ਐਕਸਪੋ ਨੂੰ ਸਫਲ ਬਣਾਇਆ। ਪ੍ਰਧਾਨ ਦਲਜੀਤ ਸਿੰਘ ਸਦਰਪੁਰਾ ਨੇ ਦੱਸਿਆ ਕਿ ਇਸ ਵਾਰ ਐਕਸਪੋ ਵਿੱਚ 17 ਤੋਂ ਵੱਧ ਦੇਸ਼ਾਂ ਦੀਆਂ ਕੰਪਨੀਆਂ ਨੇ ਭਾਗ ਲਿਆ ਅਤੇ ਡੇਅਰੀ ਕਿੱਤੇ ਨਾਲ ਸਬੰਧਤ ਨਵੀਨਤਮ ਤਕਨੀਕਾਂ ਦੀ ਪ੍ਰਦਰਸ਼ਨੀ ਲਗਾਈ ਗਈ। ਉਨ੍ਹਾਂ ਕਿਹਾ ਕਿ ਐਕਸਪੋ ਵਿੱਚ ਦੇਸ਼ ਭਰ ਤੋਂ ਕਿਸਾਨ ਪਹੁੰਚੇ ਅਤੇ ਨਵੀਆਂ ਤਕਨੀਕਾਂ ਬਾਰੇ ਜਾਣਕਾਰੀ ਹਾਸਲ ਕੀਤੀ। ਉਨ੍ਹਾਂ ਕਿਹਾ ਕਿ ਸਰਕਾਰ ਨੂੰ ਡੇਅਰੀ ਕਿੱਤੇ ਨੂੰ ਉਤਸ਼ਾਹਿਤ ਕਰਨ ਲਈ ਵਿਸ਼ੇਸ਼ ਨੀਤੀਆਂ ਬਣਾਉਣੀਆਂ ਚਾਹੀਦੀਆਂ — [278, 276, 432, 374]
honor-body: ਅਜੀਤਵਾਲ, 11 ਫਰਵਰੀ (ਜਸਵੰਤ ਸਿੰਘ ਸੱਗੂ) ਕਰਾਟੇ ਖਿਡਾਰਨ ਧਾਲੀਵਾਲ ਭੈਣਾਂ ਅੰਸ਼ਰੀਤ ਕੌਰ ਅਤੇ ਅਸੀਮ ਕੌਰ ਨੂੰ ਨੈਸ਼ਨਲ ਪੱਧਰ ਤੇ ਮੈਡਲ ਜਿੱਤਣ ਤੇ ਸਨਮਾਨਿਤ ਕੀਤਾ ਗਿਆ। — [234, 854, 474, 870]
akali-kicker: ਅੰਤਿਮ ਅਰਦਾਸ 13 ਫਰਵਰੀ ਨੂੰ ਦਾਖਾਂ ਵਿਖੇ ਹੋਵੇਗੀ — [732, 698, 844, 704]
bku-body-right: ਰਾਏਕੋਟ, 11 ਫਰਵਰੀ (ਜਸਵੰਤ ਸਿੰਘ ਸੱਗੂ) ਭਾਰਤੀ ਕਿਸਾਨ ਯੂਨੀਅਨ ਏਕਤਾ ਉਗਰਾਹਾਂ ਬਲਾਕ ਰਾਏਕੋਟ ਦੀ ਮੀਟਿੰਗ ਕੀਤੀ ਗਈ ਜਿਸ ਵਿੱਚ ਫੈਸਲਾ ਕੀਤਾ ਗਿਆ ਕਿ 13 ਫਰਵਰੀ ਨੂੰ ਪਿੰਡ ਜਿਉਂਦ ਵਿਖੇ ਹੋ ਰਹੀ ਕਾਨਫਰੰਸ ਵਿੱਚ ਵੱਡੀ ਗਿਣਤੀ ਵਿੱਚ ਸ਼ਮੂਲੀਅਤ ਕੀਤੀ ਜਾਵੇਗੀ। — [600, 692, 726, 732]
bku-tree-photo — [480, 692, 596, 790]
bku-meeting-photo — [354, 692, 474, 790]
col2-body: ਲੁਧਿਆਣਾ, 11 ਫਰਵਰੀ (ਕਰਨੈਲ ਸਿੰਘ ਐਮ.ਏ.) ਗੁਰਦੁਆਰਾ ਸ੍ਰੀ ਗੁਰੂ ਰਵਿਦਾਸ ਜੀ, ਪਿੰਡ ਤਾਜਪੁਰ ਵਿਖੇ ਸ਼੍ਰੋਮਣੀ ਭਗਤ ਗੁਰੂ ਰਵਿਦਾਸ ਮਹਾਰਾਜ ਜੀ ਦੇ 648ਵੇਂ ਪ੍ਰਕਾਸ਼ ਦਿਹਾੜੇ ਨੂੰ ਸਮਰਪਿਤ ਮੁਫਤ ਮੈਡੀਕਲ ਕੈਂਪ ਲਗਾਇਆ ਗਿਆ ਜਿਸ ਵਿੱਚ ਮਾਹਿਰ ਡਾਕਟਰਾਂ ਵਲੋਂ ਮਰੀਜ਼ਾਂ ਦਾ ਚੈੱਕਅਪ ਕਰਕੇ ਮੁਫਤ ਦਵਾਈਆਂ ਦਿੱਤੀਆਂ ਗਈਆਂ। — [480, 486, 726, 518]
divider-row-2 — [4, 1036, 726, 1037]
voter-list-photo — [362, 1142, 480, 1258]
jagraon-procession-photo — [6, 428, 228, 504]
akali-photo-caption: ਰਾਏਕੋਟ, 11 ਫਰਵਰੀ (ਗੁਰਭਗਤ ਸਿੰਘ ਗੁੱਲਾ) ਸ਼੍ਰੋਮਣੀ ਅਕਾਲੀ ਦਲ ਦੇ ਸੀਨੀਅਰ ਆਗੂ ਡਾ. ਹਰਪਾਲ ਸਿੰਘ ਗਰੇਵਾਲ ਦੇ ਭਤੀਜੇ ਦੀ ਅਚਾਨਕ ਮੌਤ ਹੋ ਜਾਣ ਤੇ ਵੱਖ-ਵੱਖ ਆਗੂਆਂ ਵੱਲੋਂ ਦੁੱਖ ਦਾ ਪ੍ਰਗਟਾਵਾ ਕੀਤਾ ਗਿਆ। — [732, 1126, 942, 1150]
akali-deceased-portrait — [864, 712, 942, 798]
kashi-body: ਫੁਰਾਲਾ/ਸਾਹਨੇਵਾਲ, 11 ਫਰਵਰੀ (ਅਵਤਾਰ ਸਿੰਘ) ਸ਼੍ਰੋਮਣੀ ਭਗਤ ਗੁਰੂ ਰਵਿਦਾਸ ਮਹਾਰਾਜ ਜੀ ਦੇ ਜਨਮ ਅਸਥਾਨ ਸ੍ਰੀ ਗੋਵਰਧਨਪੁਰ ਕਾਸ਼ੀ ਬਨਾਰਸ ਲਈ ਸੰਗਤਾਂ ਦਾ ਕਾਫਲਾ ਰਵਾਨਾ ਕੀਤਾ ਗਿਆ। — [6, 712, 228, 728]
dairy-story-headline: ਕਰਮਜੀਤ ਕੌਰ ਵੱਲੋਂ ਦੁੱਧ ਸਭਾ ਦੇ ਪ੍ਰਧਾਨ ਬਣੇ — [234, 382, 380, 392]
medical-camp-photo — [480, 412, 726, 482]
harrai-group-photo-2 — [864, 1212, 942, 1308]
lead-body-cont-1: ਜਗਰਾਓਂ, 11 ਫਰਵਰੀ (ਰਾਜਨ ਜੈਨ, ਮਨਜਿੰਦਰ ਗਿੱਲ) ਪ੍ਰੋਗਰੈਸਿਵ ਡੇਅਰੀ ਫਾਰਮਜ਼ ਐਸੋਸੀਏਸ਼ਨ ਵਲੋਂ ਡੇਅਰੀ ਅਤੇ ਖੇਤੀ ਮੇਲਾ 2025 ਦੀ ਸਫਲਤਾ ਲਈ ਪ੍ਰੋਗਰੈਸਿਵ ਡੇਅਰੀ ਫਾਰਮਜ਼ ਐਸੋਸੀਏਸ਼ਨ ਨੇ ਕਿਸਾਨਾਂ, ਡੇਅਰੀ ਮਾਲਕਾਂ, ਪਸ਼ੂ ਪਾਲਕਾਂ ਅਤੇ ਦੁੱਧ ਉਤਪਾਦਕਾਂ ਦਾ ਤਹਿ ਦਿਲੋਂ ਧੰਨਵਾਦ ਕੀਤਾ ਜਿਨ੍ਹਾਂ ਨੇ ਵੱਡੀ ਗਿਣਤੀ ਵਿੱਚ ਪਹੁੰਚ ਕੇ ਇਸ ਐਕਸਪੋ ਨੂੰ ਸਫਲ ਬਣਾਇਆ। ਪ੍ਰਧਾਨ ਦਲਜੀਤ ਸਿੰਘ ਸਦਰਪੁਰਾ ਨੇ ਦੱਸਿਆ ਕਿ ਇਸ ਵਾਰ ਐਕਸਪੋ ਵਿੱਚ 17 ਤੋਂ ਵੱਧ ਦੇਸ਼ਾਂ ਦੀਆਂ ਕੰਪਨੀਆਂ ਨੇ ਭਾਗ ਲਿਆ ਅਤੇ ਡੇਅਰੀ ਕਿੱਤੇ ਨਾਲ ਸਬੰਧਤ ਨਵੀਨਤਮ ਤਕਨੀਕਾਂ ਦੀ ਪ੍ਰਦਰਸ਼ਨੀ ਲਗਾਈ ਗਈ। ਉਨ੍ਹਾਂ ਕਿਹਾ ਕਿ ਐਕਸਪੋ ਵਿੱਚ ਦੇਸ਼ ਭਰ ਤੋਂ ਕਿਸਾਨ ਪਹੁੰਚੇ ਅਤੇ ਨਵੀਆਂ ਤਕਨੀਕਾਂ ਬਾਰੇ ਜਾਣਕਾਰੀ ਹਾਸਲ ਕੀਤੀ। ਉਨ੍ਹਾਂ ਕਿਹਾ ਕਿ ਸਰਕਾਰ ਨੂੰ ਡੇਅਰੀ ਕਿੱਤੇ ਨੂੰ ਉਤਸ਼ਾਹਿਤ ਕਰਨ ਲਈ ਵਿਸ਼ੇਸ਼ ਨੀਤੀਆਂ ਬਣਾਉਣੀਆਂ ਚਾਹੀਦੀਆਂ ਹਨ ਤਾਂ ਜੋ — [118, 276, 274, 374]
